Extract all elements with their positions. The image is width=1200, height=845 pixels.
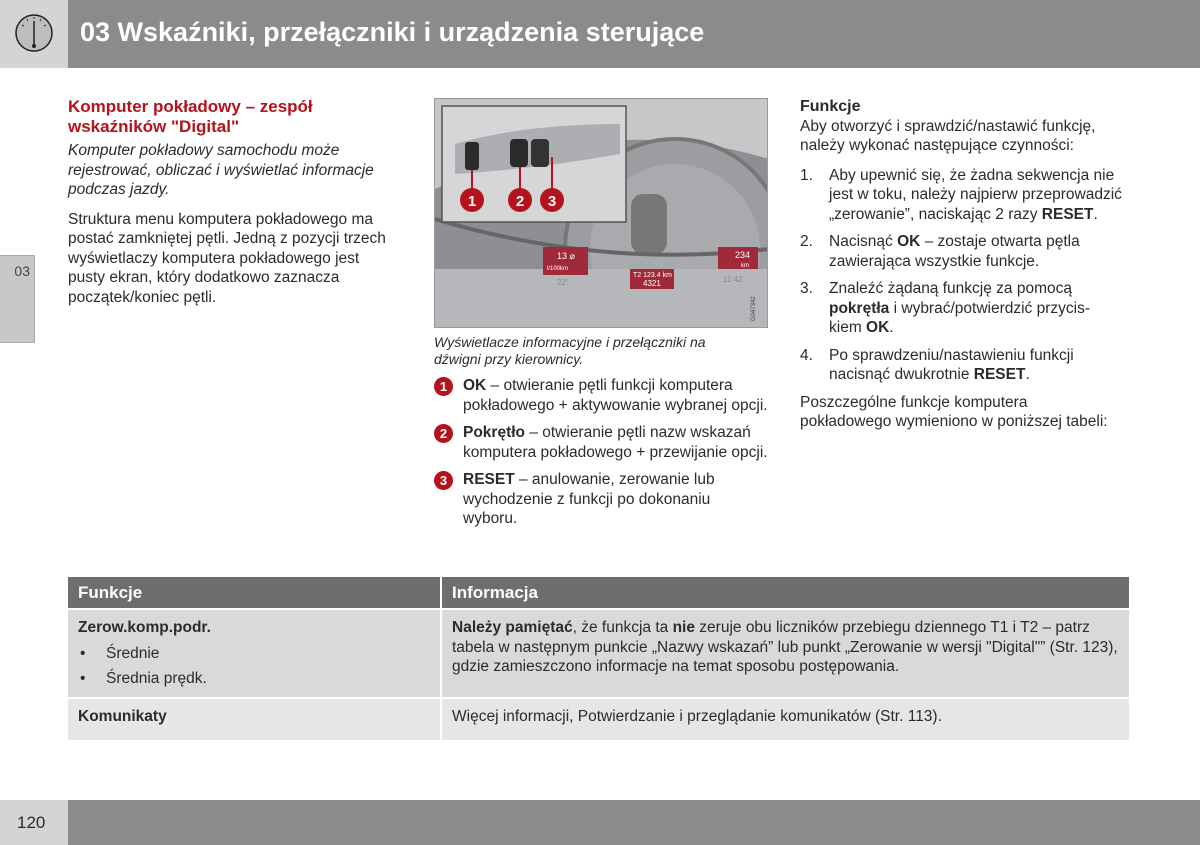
middle-column	[434, 334, 770, 537]
functions-intro: Aby otworzyć i sprawdzić/nastawić funkcję, należy wykonać następujące czynności:	[800, 117, 1096, 154]
step-text: Nacisnąć	[829, 233, 898, 250]
lcd-left-value: 13 ⌀	[557, 251, 575, 261]
temp-readout: 22°	[557, 278, 570, 287]
callout-2-label: 2	[515, 193, 525, 210]
step-text: Aby upewnić się, że żadna sekwencja nie jest w toku, należy najpierw przeprowadzić „zerowanie”, naciskając 2 razy	[829, 166, 1122, 223]
bullet-text: Średnie	[106, 644, 160, 662]
chapter-tab: 03	[0, 255, 35, 343]
step-item	[800, 232, 1132, 271]
number-badge: 3	[434, 471, 453, 490]
step-number: 4.	[800, 346, 813, 364]
step-number: 2.	[800, 233, 813, 250]
step-text: .	[1093, 205, 1098, 223]
legend-text: – otwieranie pętli nazw wskazań komputera pokładowego + przewijanie opcji.	[463, 424, 768, 461]
cluster-drawing	[435, 99, 768, 328]
header-icon-box	[0, 0, 68, 68]
legend-text: – otwieranie pętli funkcji komputera pokładowego + aktywowanie wybranej opcji.	[463, 377, 768, 414]
gauge-icon	[14, 13, 54, 53]
step-key: RESET	[1041, 205, 1094, 223]
steps-list	[800, 166, 1132, 385]
clock-readout: 11:42	[723, 275, 743, 284]
step-text: i wybrać/potwierdzić przycis-kiem	[829, 299, 1090, 336]
info-text: , że funkcja ta	[572, 619, 673, 636]
step-key: OK	[897, 233, 921, 250]
info-bold: Należy pamiętać	[452, 619, 573, 636]
table-row	[68, 698, 1130, 740]
number-badge: 2	[434, 424, 453, 443]
bullet-text: Średnia prędk.	[106, 670, 207, 687]
callout-1-label: 1	[467, 193, 477, 210]
info-cell	[441, 609, 1130, 698]
column-header: Informacja	[441, 577, 1130, 609]
table-header-row	[68, 577, 1130, 609]
function-cell	[68, 698, 441, 740]
legend-term: OK	[463, 377, 487, 394]
page-number: 120	[0, 800, 68, 845]
step-number: 3.	[800, 280, 813, 297]
info-bold: nie	[672, 619, 695, 636]
info-cell: Więcej informacji, Potwierdzanie i przeglądanie komunikatów (Str. 113).	[441, 698, 1130, 740]
right-column	[800, 97, 1132, 442]
legend-item	[434, 376, 770, 415]
legend-term: Pokrętło	[463, 424, 526, 441]
header-bar	[68, 0, 1200, 68]
range-readout: 234	[735, 250, 751, 260]
step-item	[800, 346, 1132, 385]
step-text: Po sprawdzeniu/nastawieniu funkcji nacisnąć dwukrotnie	[829, 346, 1074, 383]
number-badge: 1	[434, 377, 453, 396]
functions-outro: Poszczególne funkcje komputera pokładowego wymieniono w poniższej tabeli:	[800, 393, 1108, 430]
legend-item	[434, 470, 770, 529]
body-text: Struktura menu komputera pokładowego ma postać zamkniętej pętli. Jedną z pozycji trzech wyświetlaczy komputera pokładowego jest pusty ekran, który dodatkowo zaznacza początek/koniec pętli.	[68, 210, 386, 306]
range-unit: km	[741, 263, 749, 269]
intro-text: Komputer pokładowy samochodu może rejestrować, obliczać i wyświetlać informacje podczas jazdy.	[68, 142, 374, 198]
function-name: Zerow.komp.podr.	[78, 619, 211, 636]
step-text: – zostaje otwarta pętla zawierająca wszystkie funkcje.	[829, 233, 1080, 270]
figure-caption: Wyświetlacze informacyjne i przełączniki na dźwigni przy kierownicy.	[434, 334, 706, 367]
footer-bar	[68, 800, 1200, 845]
step-key: pokrętła	[829, 299, 890, 317]
step-text: .	[889, 319, 894, 336]
odometer-readout: 4321	[643, 279, 661, 288]
table-row	[68, 609, 1130, 698]
bullet-item: • Średnie	[80, 644, 160, 662]
chapter-title: 03 Wskaźniki, przełączniki i urządzenia sterujące	[80, 17, 705, 47]
column-header: Funkcje	[68, 577, 441, 609]
step-text: .	[1025, 366, 1030, 383]
step-item	[800, 279, 1132, 338]
trip-readout: T2 123.4 km	[633, 272, 672, 279]
dashboard-illustration	[434, 98, 768, 328]
step-text: Znaleźć żądaną funkcję za pomocą	[829, 280, 1072, 297]
figure-code: G047342	[751, 296, 757, 321]
callout-3-label: 3	[547, 193, 557, 210]
lcd-left-unit: l/100km	[547, 266, 569, 272]
legend-item	[434, 423, 770, 462]
left-column	[68, 97, 398, 317]
step-key: RESET	[973, 366, 1026, 383]
function-cell	[68, 609, 441, 698]
info-text: zeruje obu liczników przebiegu dziennego T1 i T2 – patrz tabela w następnym punkcie „Nazwy wskazań” lub punkt „Zerowanie w wersji "Digital"” (Str. 123), gdzie zamieszczono informacje na temat sposobu postępowania.	[452, 619, 1118, 675]
function-name: Komunikaty	[78, 707, 167, 725]
functions-heading: Funkcje	[800, 98, 861, 115]
step-number: 1.	[800, 166, 813, 184]
step-item	[800, 166, 1132, 225]
step-key: OK	[866, 319, 890, 336]
functions-table	[68, 577, 1131, 740]
bullet-item: • Średnia prędk.	[80, 670, 207, 687]
legend-term: RESET	[463, 471, 515, 488]
legend-text: – anulowanie, zerowanie lub wychodzenie z funkcji po dokonaniu wyboru.	[463, 471, 715, 527]
section-heading: Komputer pokładowy – zespół wskaźników "Digital"	[68, 97, 313, 136]
